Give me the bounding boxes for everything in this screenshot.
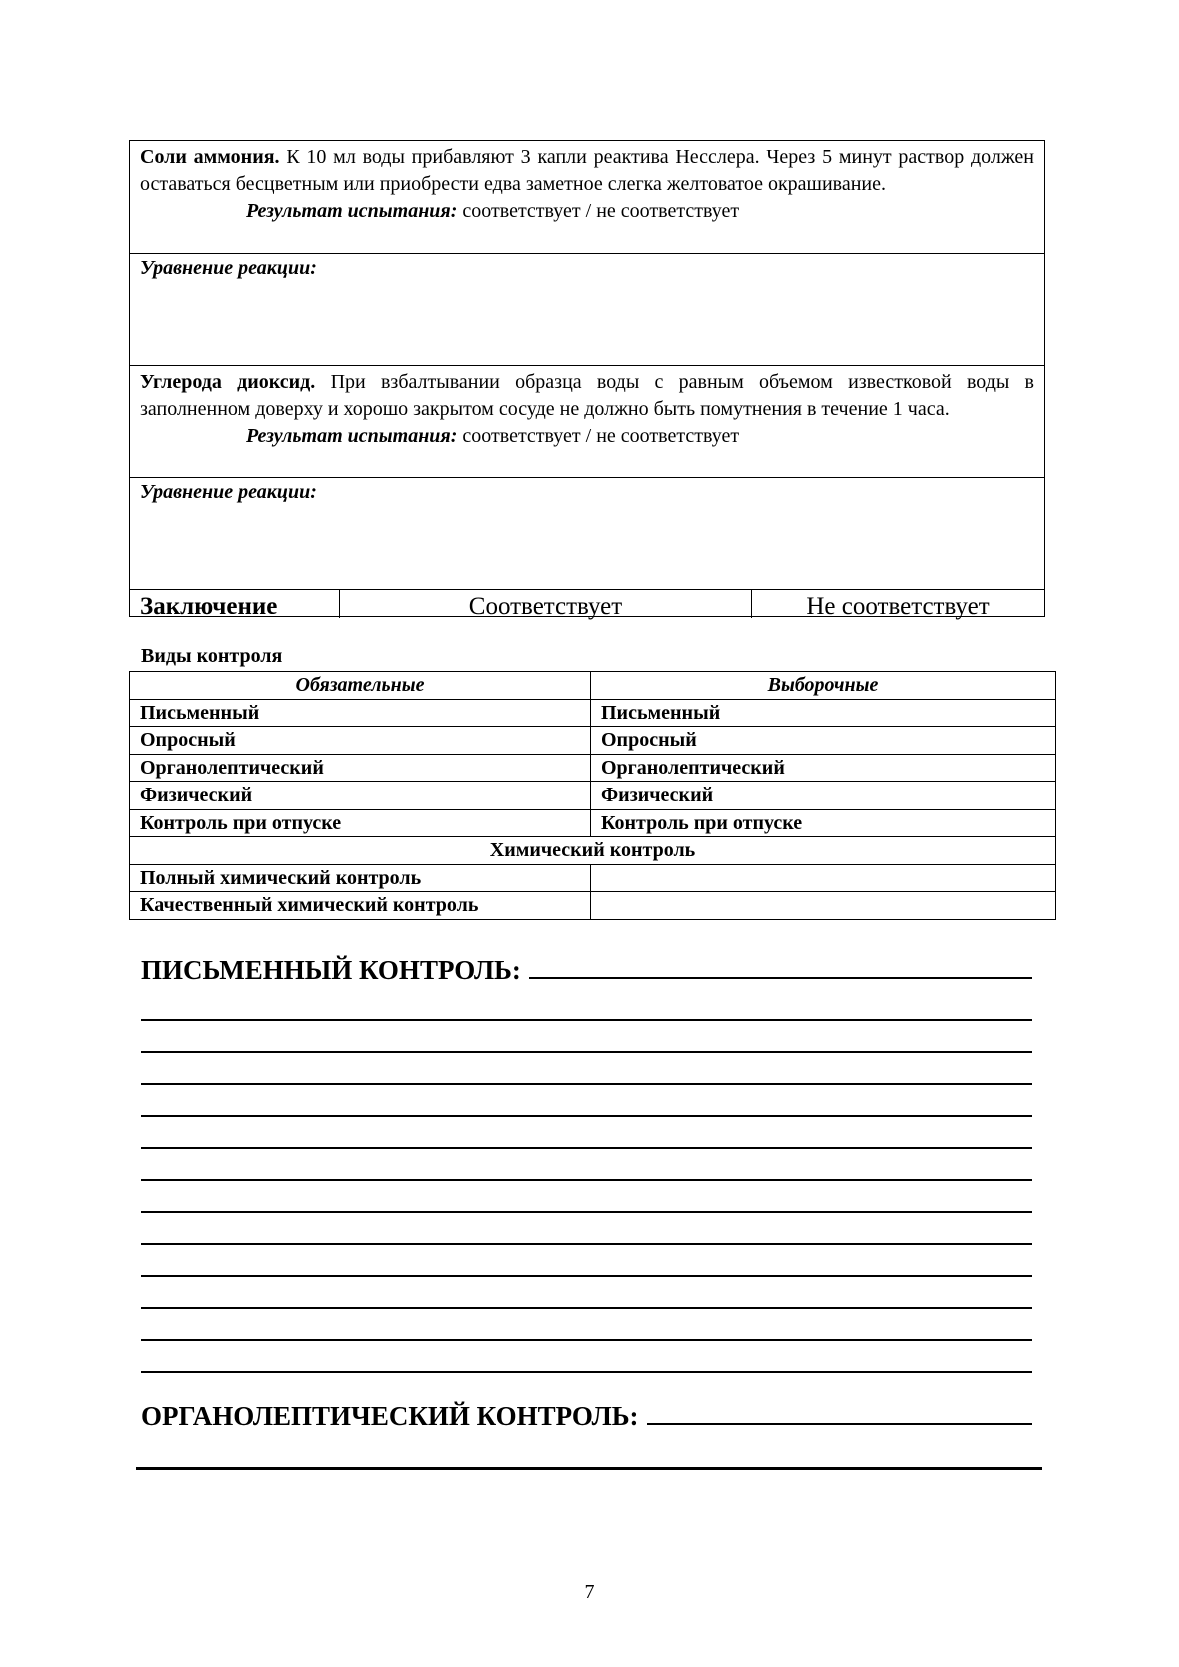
chemical-header: Химический контроль <box>130 837 1056 865</box>
selective-cell[interactable]: Физический <box>591 782 1056 810</box>
written-line[interactable] <box>141 1339 1032 1341</box>
co2-test-row <box>130 366 1044 478</box>
equation-label: Уравнение реакции: <box>140 481 317 503</box>
ammonium-equation-row[interactable] <box>130 254 1044 366</box>
written-control-label: ПИСЬМЕННЫЙ КОНТРОЛЬ: <box>141 955 521 985</box>
page-number: 7 <box>584 1581 595 1603</box>
table-row <box>130 892 1056 920</box>
written-line[interactable] <box>141 1371 1032 1373</box>
ammonium-text: К 10 мл воды прибавляют 3 капли реактива Несслера. Через 5 минут раствор должен оставаться бесцветным или приобрести едва заметное слегка желтоватое окрашивание. <box>140 146 1034 195</box>
chemical-header-row <box>130 837 1056 865</box>
table-row <box>130 864 1056 892</box>
written-line[interactable] <box>141 1115 1032 1117</box>
organoleptic-control-fill-line[interactable] <box>647 1423 1032 1425</box>
written-line[interactable] <box>141 1275 1032 1277</box>
table-row <box>130 782 1056 810</box>
organoleptic-control-label: ОРГАНОЛЕПТИЧЕСКИЙ КОНТРОЛЬ: <box>141 1401 639 1431</box>
written-line[interactable] <box>141 1243 1032 1245</box>
selective-cell[interactable]: Органолептический <box>591 754 1056 782</box>
selective-cell[interactable]: Контроль при отпуске <box>591 809 1056 837</box>
conclusion-row <box>130 590 1044 618</box>
equation-label: Уравнение реакции: <box>140 257 317 279</box>
ammonium-title: Соли аммония. <box>140 146 280 168</box>
written-line[interactable] <box>141 1147 1032 1149</box>
ammonium-result-label: Результат испытания: <box>246 200 458 222</box>
col-selective-header: Выборочные <box>591 672 1056 700</box>
co2-text: При взбалтывании образца воды с равным объемом известковой воды в заполненном доверху и хорошо закрытом сосуде не должно быть помутнения в течение 1 часа. <box>140 371 1035 420</box>
chemical-cell[interactable]: Полный химический контроль <box>130 864 591 892</box>
co2-result-options[interactable]: соответствует / не соответствует <box>462 425 740 447</box>
written-line[interactable] <box>141 1307 1032 1309</box>
chemical-empty-cell[interactable] <box>591 892 1056 920</box>
co2-result <box>140 423 1034 450</box>
chemical-empty-cell[interactable] <box>591 864 1056 892</box>
required-cell[interactable]: Контроль при отпуске <box>130 809 591 837</box>
written-line[interactable] <box>141 1083 1032 1085</box>
co2-equation-row[interactable] <box>130 478 1044 590</box>
conclusion-label: Заключение <box>130 590 340 618</box>
written-control-fill-line[interactable] <box>529 977 1032 979</box>
written-line[interactable] <box>141 1019 1032 1021</box>
organoleptic-line[interactable] <box>136 1467 1042 1470</box>
table-row <box>130 754 1056 782</box>
written-line[interactable] <box>141 1179 1032 1181</box>
written-line[interactable] <box>141 1211 1032 1213</box>
organoleptic-control-heading <box>141 1401 1032 1432</box>
controls-header-row <box>130 672 1056 700</box>
written-control-heading <box>141 955 1032 986</box>
ammonium-result-options[interactable]: соответствует / не соответствует <box>462 200 740 222</box>
co2-title: Углерода диоксид. <box>140 371 316 393</box>
required-cell[interactable]: Опросный <box>130 727 591 755</box>
conclusion-no-match[interactable]: Не соответствует <box>806 593 990 620</box>
selective-cell[interactable]: Опросный <box>591 727 1056 755</box>
table-row <box>130 809 1056 837</box>
col-required-header: Обязательные <box>130 672 591 700</box>
ammonium-test-row <box>130 141 1044 254</box>
conclusion-match[interactable]: Соответствует <box>340 590 752 618</box>
ammonium-result <box>140 198 1034 225</box>
required-cell[interactable]: Органолептический <box>130 754 591 782</box>
co2-result-label: Результат испытания: <box>246 425 458 447</box>
table-row <box>130 727 1056 755</box>
selective-cell[interactable]: Письменный <box>591 699 1056 727</box>
controls-title: Виды контроля <box>141 645 283 667</box>
controls-table <box>129 671 1056 920</box>
table-row <box>130 699 1056 727</box>
test-table <box>129 140 1045 620</box>
chemical-cell[interactable]: Качественный химический контроль <box>130 892 591 920</box>
required-cell[interactable]: Письменный <box>130 699 591 727</box>
written-line[interactable] <box>141 1051 1032 1053</box>
required-cell[interactable]: Физический <box>130 782 591 810</box>
